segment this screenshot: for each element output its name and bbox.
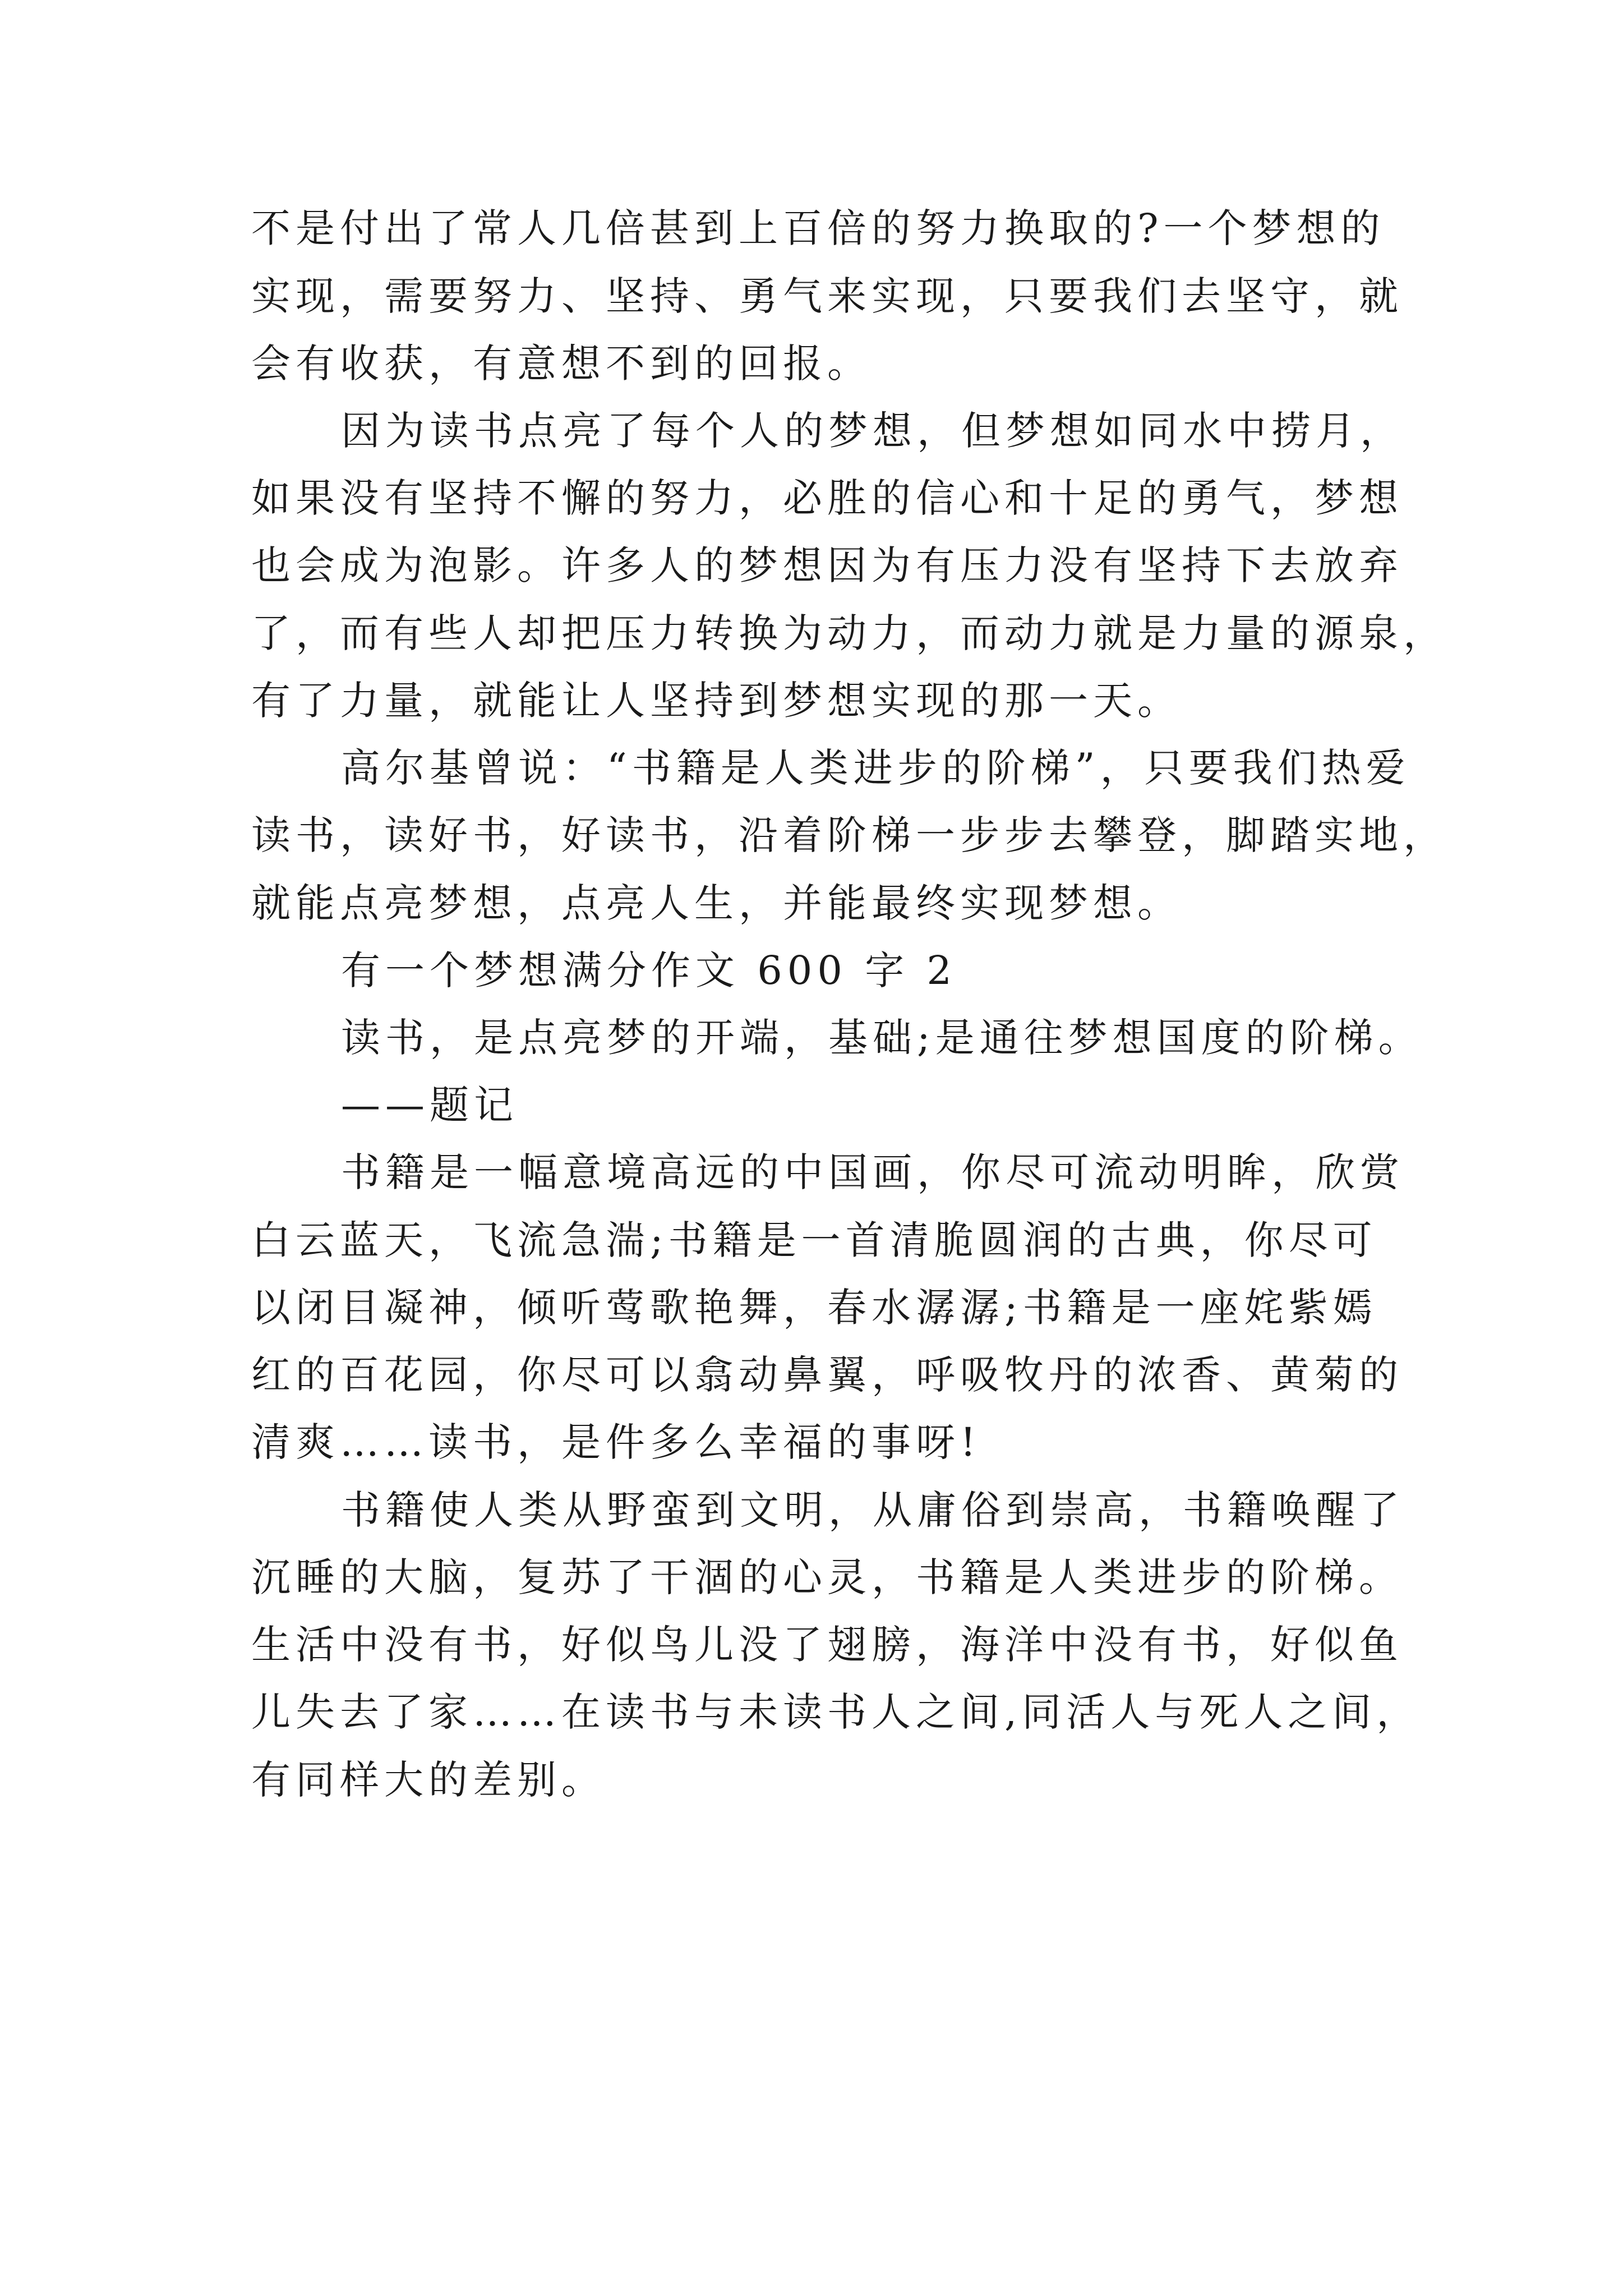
paragraph-first-line: 高尔基曾说：“书籍是人类进步的阶梯”，只要我们热爱 — [341, 745, 1410, 791]
text-line: 清爽……读书，是件多么幸福的事呀! — [251, 1419, 981, 1465]
text-line: 不是付出了常人几倍甚到上百倍的努力换取的?一个梦想的 — [251, 205, 1385, 251]
text-line: 儿失去了家……在读书与未读书人之间,同活人与死人之间， — [251, 1689, 1421, 1735]
paragraph-first-line: 书籍是一幅意境高远的中国画，你尽可流动明眸，欣赏 — [341, 1149, 1404, 1195]
text-line: 也会成为泡影。许多人的梦想因为有压力没有坚持下去放弃 — [251, 542, 1403, 588]
paragraph-first-line: 书籍使人类从野蛮到文明，从庸俗到崇高，书籍唤醒了 — [341, 1487, 1404, 1533]
epigraph: 读书，是点亮梦的开端，基础;是通往梦想国度的阶梯。 — [341, 1015, 1423, 1061]
text-line: 沉睡的大脑，复苏了干涸的心灵，书籍是人类进步的阶梯。 — [251, 1554, 1403, 1600]
text-line: 了，而有些人却把压力转换为动力，而动力就是力量的源泉， — [251, 610, 1447, 656]
text-line: 生活中没有书，好似鸟儿没了翅膀，海洋中没有书，好似鱼 — [251, 1622, 1403, 1668]
text-line: 有了力量，就能让人坚持到梦想实现的那一天。 — [251, 678, 1182, 724]
paragraph-first-line: 因为读书点亮了每个人的梦想，但梦想如同水中捞月， — [341, 408, 1404, 454]
text-line: 以闭目凝神，倾听莺歌艳舞，春水潺潺;书籍是一座姹紫嫣 — [251, 1285, 1377, 1331]
text-line: 红的百花园，你尽可以翕动鼻翼，呼吸牧丹的浓香、黄菊的 — [251, 1352, 1403, 1398]
text-line: 如果没有坚持不懈的努力，必胜的信心和十足的勇气，梦想 — [251, 475, 1403, 521]
text-line: 有同样大的差别。 — [251, 1757, 606, 1803]
text-line: 白云蓝天，飞流急湍;书籍是一首清脆圆润的古典，你尽可 — [251, 1217, 1377, 1263]
text-line: 读书，读好书，好读书，沿着阶梯一步步去攀登，脚踏实地， — [251, 812, 1447, 858]
section-heading: 有一个梦想满分作文 600 字 2 — [341, 947, 957, 993]
epigraph-attribution: ——题记 — [341, 1082, 518, 1128]
text-line: 实现，需要努力、坚持、勇气来实现，只要我们去坚守，就 — [251, 273, 1403, 319]
text-line: 就能点亮梦想，点亮人生，并能最终实现梦想。 — [251, 880, 1182, 926]
text-line: 会有收获，有意想不到的回报。 — [251, 341, 872, 386]
